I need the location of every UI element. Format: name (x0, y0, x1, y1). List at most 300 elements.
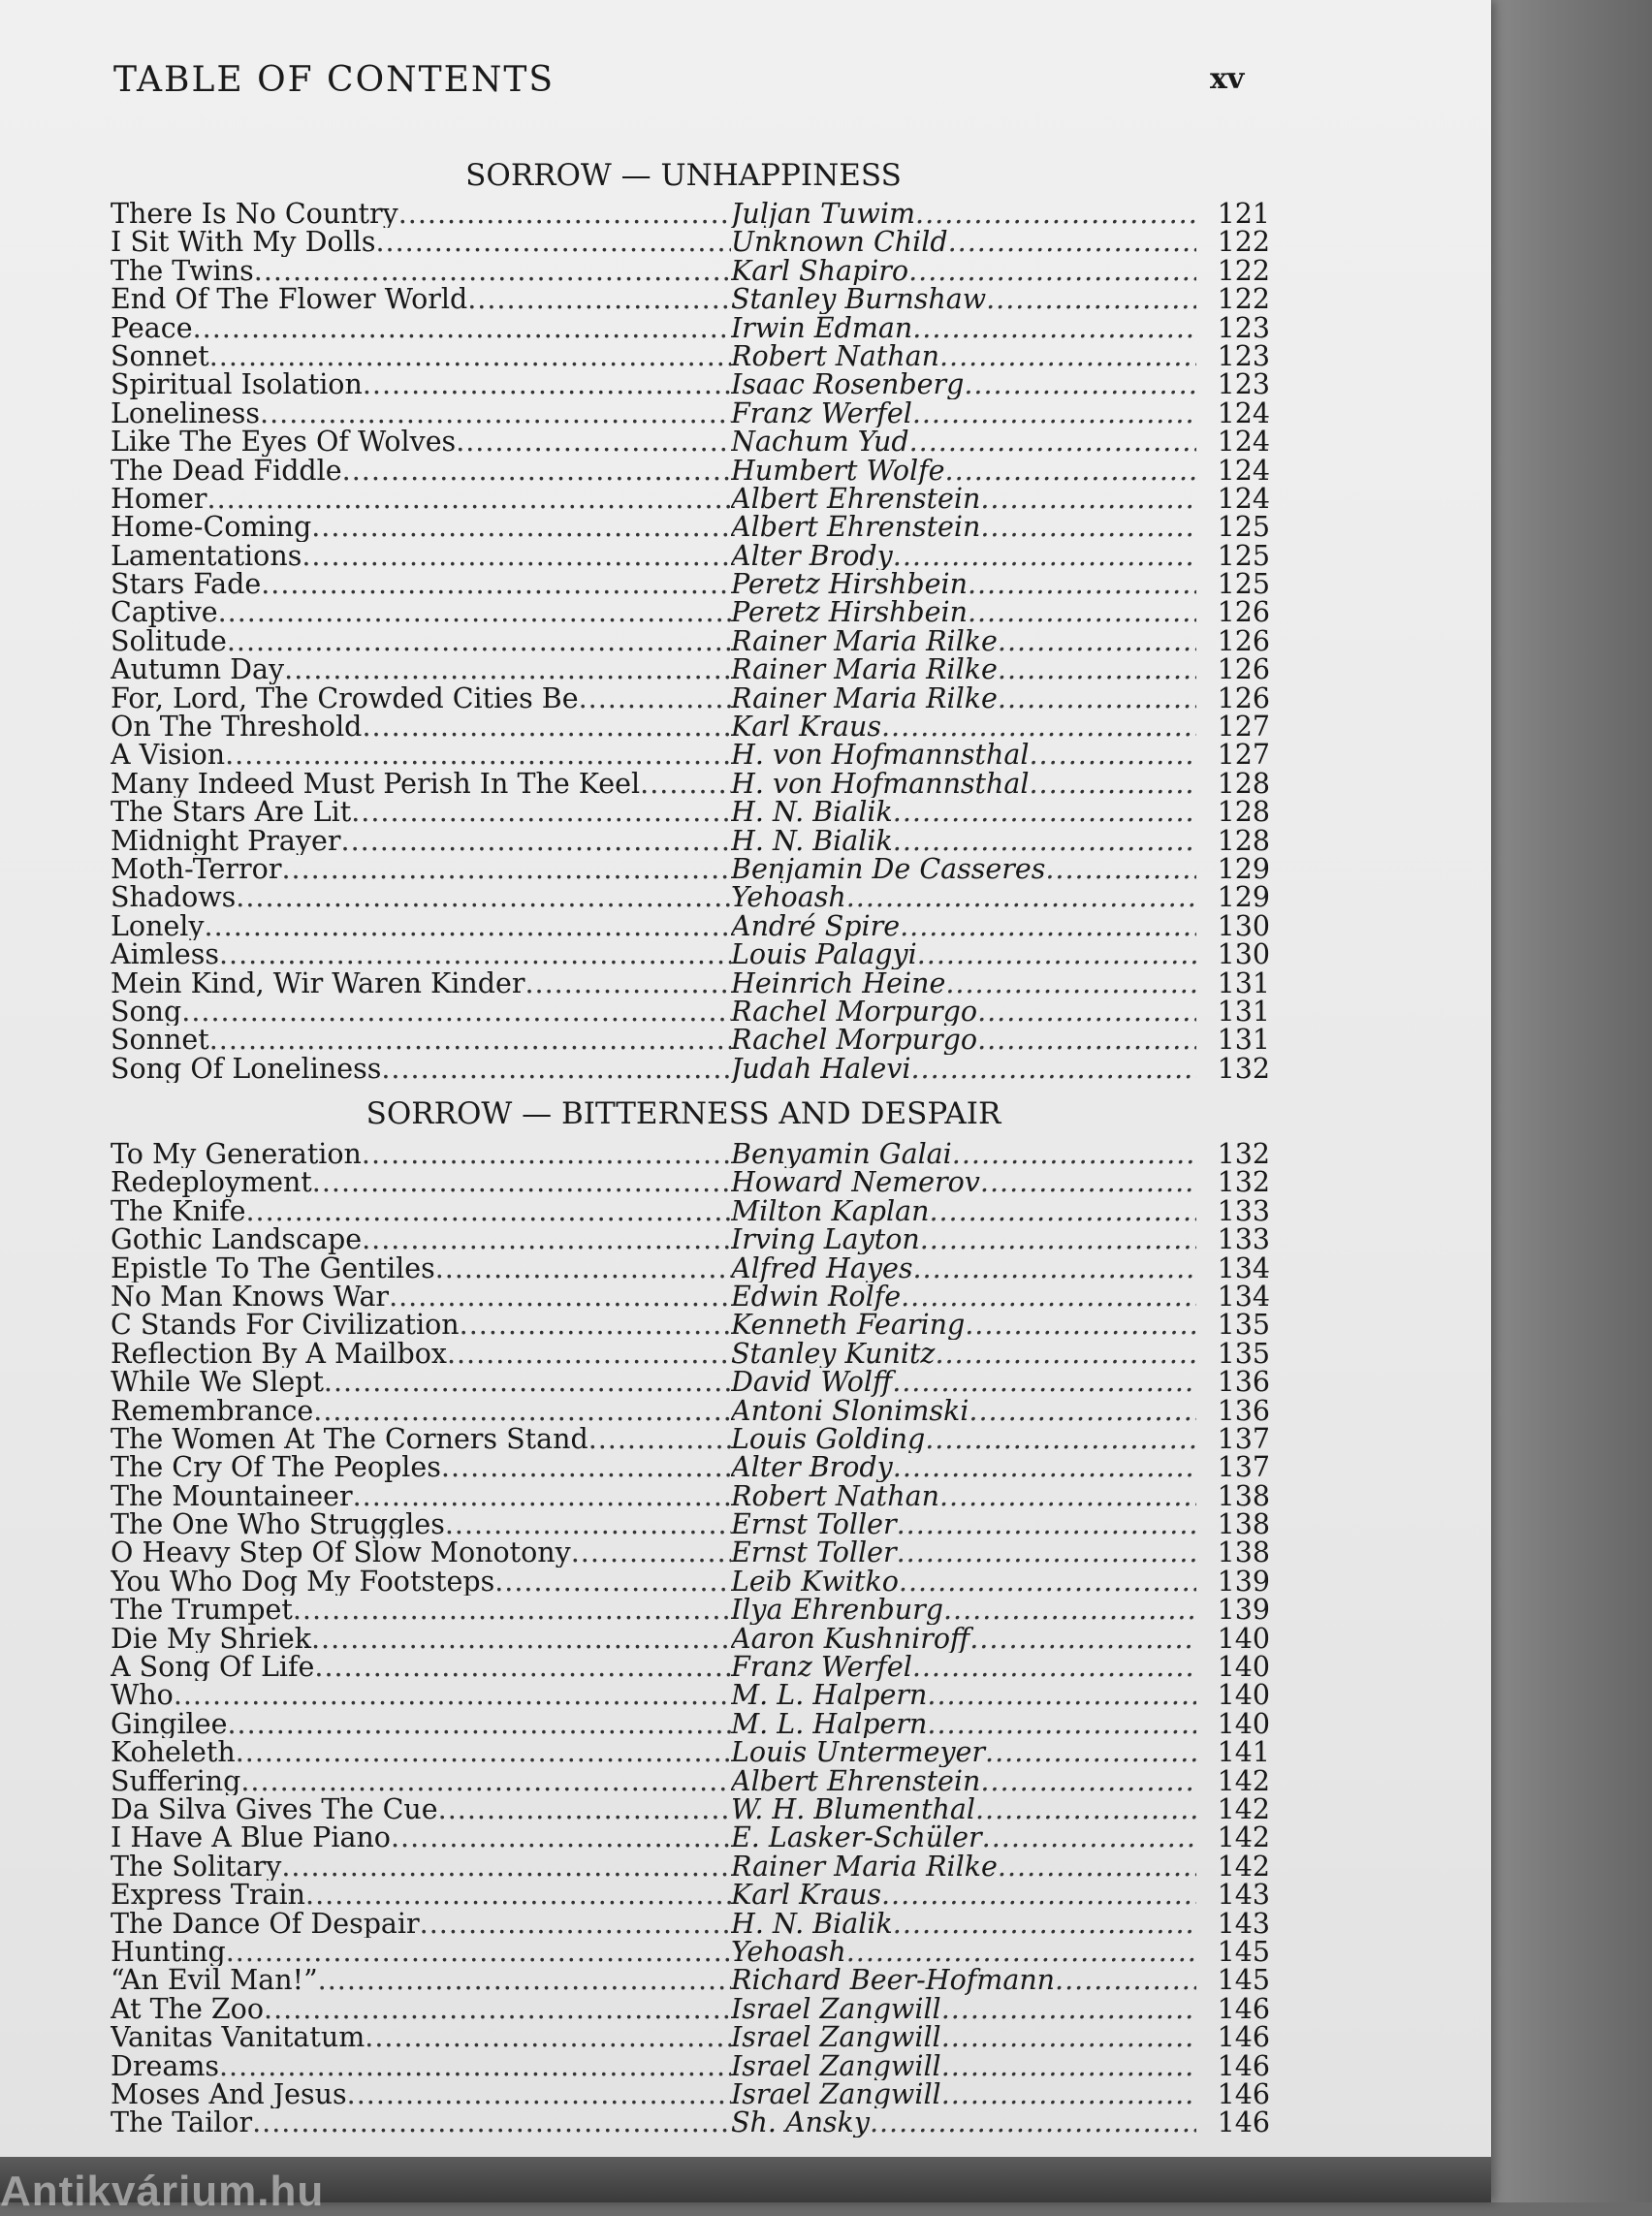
entry-title-cell (111, 1225, 731, 1253)
entry-title: The Women At The Corners Stand (111, 1424, 588, 1454)
toc-entry (111, 1479, 1270, 1512)
entry-title: Home-Coming (111, 513, 312, 542)
entry-title-cell (111, 969, 731, 997)
entry-page: 136 (1217, 1366, 1270, 1399)
entry-author: Stanley Kunitz (731, 1339, 936, 1369)
leader-dots (982, 1823, 1196, 1852)
entry-page: 125 (1217, 539, 1270, 572)
toc-entry (111, 2077, 1270, 2110)
toc-entry (111, 1651, 1270, 1684)
entry-title-cell (111, 1795, 731, 1823)
entry-title-cell (111, 1910, 731, 1938)
leader-dots (980, 485, 1196, 513)
entry-title: Midnight Prayer (111, 826, 341, 855)
entry-title-cell (111, 399, 731, 427)
entry-author: Aaron Kushniroff (731, 1624, 970, 1654)
toc-list-bitterness (111, 1140, 1270, 2137)
leader-dots (998, 684, 1196, 712)
entry-author-cell (731, 1767, 1196, 1795)
toc-entry (111, 767, 1270, 800)
entry-title: While We Slept (111, 1368, 324, 1397)
entry-title: Epistle To The Gentiles (111, 1253, 435, 1282)
entry-title-cell (111, 1767, 731, 1795)
toc-entry (111, 482, 1270, 515)
entry-title: Sonnet (111, 341, 209, 371)
entry-title-cell (111, 2108, 731, 2137)
leader-dots (218, 598, 731, 626)
leader-dots (362, 712, 731, 741)
toc-entry (111, 1567, 1270, 1596)
entry-author-cell (731, 1340, 1196, 1368)
leader-dots (460, 1311, 731, 1339)
entry-author: Albert Ehrenstein (731, 513, 981, 542)
leader-dots (870, 2108, 1196, 2137)
entry-title: The Cry Of The Peoples (111, 1453, 441, 1482)
entry-page: 131 (1217, 966, 1270, 999)
toc-entry (111, 1140, 1270, 1168)
leader-dots (435, 1254, 731, 1282)
entry-title-cell (111, 827, 731, 855)
entry-author-cell (731, 1140, 1196, 1168)
toc-entry (111, 2021, 1270, 2054)
entry-title: Captive (111, 598, 218, 627)
entry-title: Da Silva Gives The Cue (111, 1794, 438, 1824)
entry-page: 146 (1217, 2077, 1270, 2110)
toc-entry (111, 1792, 1270, 1825)
entry-title-cell (111, 1168, 731, 1196)
entry-author-cell (731, 399, 1196, 427)
entry-author-cell (731, 798, 1196, 826)
entry-page: 130 (1217, 938, 1270, 971)
leader-dots (293, 1596, 731, 1624)
leader-dots (398, 200, 731, 228)
toc-entry (111, 1907, 1270, 1940)
leader-dots (362, 1225, 731, 1253)
leader-dots (881, 712, 1196, 741)
entry-page: 129 (1217, 852, 1270, 885)
entry-title-cell (111, 1311, 731, 1339)
leader-dots (226, 1938, 731, 1966)
entry-title-cell (111, 370, 731, 398)
entry-page: 134 (1217, 1251, 1270, 1284)
entry-author-cell (731, 1538, 1196, 1567)
leader-dots (998, 1852, 1196, 1881)
leader-dots (899, 1567, 1196, 1596)
entry-author: Juljan Tuwim (731, 200, 916, 229)
entry-author: Rainer Maria Rilke (731, 626, 998, 656)
toc-list-unhappiness (111, 200, 1270, 1083)
entry-title-cell (111, 855, 731, 883)
leader-dots (209, 342, 731, 370)
entry-page: 129 (1217, 881, 1270, 914)
leader-dots (525, 969, 732, 997)
leader-dots (302, 542, 731, 570)
entry-author: Howard Nemerov (731, 1168, 980, 1197)
leader-dots (912, 399, 1196, 427)
leader-dots (311, 1625, 731, 1653)
entry-title-cell (111, 1510, 731, 1538)
entry-page: 136 (1217, 1394, 1270, 1427)
entry-author: Israel Zangwill (731, 2023, 941, 2052)
entry-title: Spiritual Isolation (111, 370, 363, 399)
entry-title: Moth-Terror (111, 854, 282, 884)
entry-page: 140 (1217, 1651, 1270, 1684)
entry-author-cell (731, 1596, 1196, 1624)
entry-page: 126 (1217, 596, 1270, 629)
leader-dots (980, 1767, 1196, 1795)
leader-dots (912, 314, 1196, 342)
entry-title: The Dance Of Despair (111, 1909, 420, 1938)
entry-title: Vanitas Vanitatum (111, 2023, 365, 2052)
entry-author: Karl Kraus (731, 1881, 881, 1910)
entry-page: 127 (1217, 711, 1270, 744)
entry-title: The Dead Fiddle (111, 456, 342, 485)
entry-title: You Who Dog My Footsteps (111, 1567, 495, 1597)
entry-author: Alter Brody (731, 1453, 893, 1482)
leader-dots (948, 228, 1196, 256)
entry-author-cell (731, 883, 1196, 911)
toc-entry (111, 1282, 1270, 1311)
entry-page: 126 (1217, 624, 1270, 657)
entry-author: Antoni Slonimski (731, 1396, 969, 1425)
entry-author-cell (731, 741, 1196, 769)
leader-dots (193, 314, 731, 342)
entry-author-cell (731, 1453, 1196, 1481)
toc-entry (111, 909, 1270, 942)
leader-dots (236, 883, 731, 911)
entry-author-cell (731, 2108, 1196, 2137)
entry-author: Richard Beer-Hofmann (731, 1966, 1056, 1995)
leader-dots (893, 542, 1196, 570)
entry-title: Like The Eyes Of Wolves (111, 427, 457, 457)
entry-page: 123 (1217, 368, 1270, 401)
leader-dots (897, 1510, 1196, 1538)
toc-entry (111, 596, 1270, 629)
leader-dots (980, 513, 1196, 541)
leader-dots (881, 1881, 1196, 1909)
entry-author-cell (731, 542, 1196, 570)
entry-title-cell (111, 1710, 731, 1738)
entry-title: No Man Knows War (111, 1282, 390, 1312)
leader-dots (341, 827, 731, 855)
toc-entry (111, 997, 1270, 1026)
leader-dots (351, 798, 731, 826)
entry-author-cell (731, 684, 1196, 712)
entry-title: Homer (111, 484, 207, 514)
toc-entry (111, 1451, 1270, 1484)
toc-entry (111, 454, 1270, 487)
entry-title-cell (111, 1254, 731, 1282)
leader-dots (1029, 741, 1196, 769)
page-title: TABLE OF CONTENTS (113, 60, 556, 100)
entry-author: Leib Kwitko (731, 1567, 899, 1597)
leader-dots (227, 627, 731, 655)
entry-title: Lamentations (111, 541, 302, 571)
leader-dots (264, 1995, 731, 2023)
toc-entry (111, 681, 1270, 714)
leader-dots (365, 2023, 731, 2051)
entry-author-cell (731, 598, 1196, 626)
entry-page: 138 (1217, 1536, 1270, 1569)
entry-title: Sonnet (111, 1026, 209, 1055)
entry-author: H. N. Bialik (731, 826, 893, 855)
entry-page: 134 (1217, 1280, 1270, 1313)
entry-title: Lonely (111, 911, 205, 941)
entry-title: “An Evil Man!” (111, 1966, 318, 1995)
entry-author: Heinrich Heine (731, 968, 946, 997)
entry-author-cell (731, 940, 1196, 968)
entry-author-cell (731, 457, 1196, 485)
entry-page: 146 (1217, 2049, 1270, 2082)
leader-dots (260, 399, 731, 427)
entry-title-cell (111, 627, 731, 655)
entry-author-cell (731, 655, 1196, 683)
entry-title: A Song Of Life (111, 1653, 315, 1682)
toc-entry (111, 1309, 1270, 1342)
entry-author-cell (731, 1823, 1196, 1852)
leader-dots (893, 1910, 1196, 1938)
leader-dots (174, 1681, 731, 1709)
entry-author: H. von Hofmannsthal (731, 769, 1030, 799)
entry-author: Benyamin Galai (731, 1140, 952, 1169)
leader-dots (219, 940, 731, 968)
entry-author-cell (731, 314, 1196, 342)
toc-entry (111, 1707, 1270, 1740)
entry-title: Autumn Day (111, 655, 285, 684)
entry-author-cell (731, 1710, 1196, 1738)
leader-dots (968, 570, 1196, 598)
entry-title: A Vision (111, 741, 226, 770)
leader-dots (318, 1966, 731, 1994)
leader-dots (588, 1425, 731, 1453)
entry-title-cell (111, 542, 731, 570)
leader-dots (939, 342, 1196, 370)
entry-page: 130 (1217, 909, 1270, 942)
leader-dots (929, 1197, 1196, 1225)
section-heading-bitterness: SORROW — BITTERNESS AND DESPAIR (365, 1096, 1001, 1131)
leader-dots (998, 627, 1196, 655)
entry-page: 139 (1217, 1594, 1270, 1627)
leader-dots (441, 1453, 731, 1481)
entry-author-cell (731, 2080, 1196, 2108)
leader-dots (977, 1026, 1196, 1054)
entry-title-cell (111, 1881, 731, 1909)
leader-dots (227, 1710, 731, 1738)
entry-author: Alter Brody (731, 541, 893, 571)
leader-dots (254, 257, 731, 285)
entry-title-cell (111, 2052, 731, 2080)
entry-author-cell (731, 997, 1196, 1026)
entry-title: At The Zoo (111, 1994, 265, 2024)
leader-dots (917, 940, 1196, 968)
entry-title-cell (111, 1425, 731, 1453)
leader-dots (252, 2108, 731, 2137)
leader-dots (381, 1055, 731, 1083)
entry-page: 132 (1217, 1138, 1270, 1170)
entry-title-cell (111, 513, 731, 541)
entry-title-cell (111, 741, 731, 769)
entry-author: Albert Ehrenstein (731, 484, 981, 514)
leader-dots (312, 1168, 731, 1196)
entry-title-cell (111, 1938, 731, 1966)
entry-author: Rachel Morpurgo (731, 1026, 978, 1055)
entry-author-cell (731, 513, 1196, 541)
toc-entry (111, 339, 1270, 372)
entry-author: Sh. Ansky (731, 2108, 870, 2137)
toc-entry (111, 1992, 1270, 2025)
entry-title-cell (111, 883, 731, 911)
entry-title-cell (111, 2023, 731, 2051)
entry-author: Israel Zangwill (731, 1994, 941, 2024)
toc-entry (111, 1852, 1270, 1881)
entry-page: 127 (1217, 739, 1270, 772)
entry-title: There Is No Country (111, 200, 398, 229)
entry-author-cell (731, 1168, 1196, 1196)
toc-entry (111, 1337, 1270, 1370)
entry-title: On The Threshold (111, 712, 363, 742)
leader-dots (908, 257, 1196, 285)
entry-author-cell (731, 1567, 1196, 1596)
entry-page: 128 (1217, 796, 1270, 829)
entry-title: I Have A Blue Piano (111, 1823, 391, 1852)
leader-dots (284, 655, 731, 683)
entry-page: 140 (1217, 1679, 1270, 1712)
leader-dots (900, 912, 1196, 940)
entry-author: Stanley Burnshaw (731, 285, 987, 314)
entry-author-cell (731, 200, 1196, 228)
entry-page: 140 (1217, 1622, 1270, 1655)
entry-author: Israel Zangwill (731, 2079, 941, 2109)
entry-title: Hunting (111, 1937, 226, 1967)
toc-entry (111, 881, 1270, 914)
entry-author-cell (731, 855, 1196, 883)
entry-title-cell (111, 940, 731, 968)
entry-page: 131 (1217, 1024, 1270, 1057)
entry-title: Dreams (111, 2051, 219, 2080)
entry-author-cell (731, 969, 1196, 997)
toc-entry (111, 1823, 1270, 1852)
entry-author: Unknown Child (731, 228, 948, 257)
entry-page: 125 (1217, 511, 1270, 544)
entry-author-cell (731, 342, 1196, 370)
leader-dots (571, 1538, 731, 1567)
leader-dots (901, 1282, 1196, 1311)
toc-entry (111, 1879, 1270, 1912)
entry-author-cell (731, 1397, 1196, 1425)
entry-title-cell (111, 598, 731, 626)
leader-dots (347, 2080, 731, 2108)
entry-author: Israel Zangwill (731, 2051, 941, 2080)
entry-title-cell (111, 1567, 731, 1596)
entry-author-cell (731, 2023, 1196, 2051)
toc-entry (111, 368, 1270, 401)
toc-entry (111, 1194, 1270, 1227)
entry-author: Louis Golding (731, 1424, 926, 1454)
leader-dots (205, 912, 731, 940)
entry-page: 142 (1217, 1850, 1270, 1883)
toc-entry (111, 739, 1270, 772)
entry-author: H. N. Bialik (731, 1909, 893, 1938)
leader-dots (1029, 770, 1196, 798)
entry-page: 123 (1217, 339, 1270, 372)
entry-author: Yehoash (731, 1937, 846, 1967)
entry-title: The Mountaineer (111, 1481, 353, 1511)
entry-page: 135 (1217, 1309, 1270, 1342)
entry-page: 143 (1217, 1907, 1270, 1940)
entry-title-cell (111, 1368, 731, 1396)
entry-title-cell (111, 1197, 731, 1225)
entry-page: 124 (1217, 454, 1270, 487)
entry-title-cell (111, 1055, 731, 1083)
entry-page: 143 (1217, 1879, 1270, 1912)
leader-dots (998, 655, 1196, 683)
entry-author-cell (731, 1254, 1196, 1282)
leader-dots (927, 1710, 1196, 1738)
entry-author-cell (731, 1510, 1196, 1538)
leader-dots (245, 1197, 731, 1225)
toc-entry (111, 396, 1270, 429)
leader-dots (910, 1055, 1196, 1083)
entry-author-cell (731, 1625, 1196, 1653)
entry-author-cell (731, 2052, 1196, 2080)
entry-author: Nachum Yud (731, 427, 909, 457)
entry-author: Yehoash (731, 883, 846, 912)
entry-page: 126 (1217, 681, 1270, 714)
entry-title-cell (111, 1966, 731, 1994)
entry-author-cell (731, 1681, 1196, 1709)
leader-dots (281, 855, 731, 883)
leader-dots (640, 770, 731, 798)
page-number: xv (1210, 62, 1245, 96)
toc-entry (111, 200, 1270, 228)
leader-dots (909, 427, 1196, 456)
entry-author: Rainer Maria Rilke (731, 655, 998, 684)
entry-author-cell (731, 912, 1196, 940)
entry-author: Robert Nathan (731, 1481, 939, 1511)
entry-author-cell (731, 1995, 1196, 2023)
background-surface (1483, 0, 1652, 2202)
entry-author-cell (731, 827, 1196, 855)
entry-page: 128 (1217, 767, 1270, 800)
entry-author: H. N. Bialik (731, 798, 893, 827)
entry-title: To My Generation (111, 1140, 362, 1169)
entry-page: 121 (1217, 198, 1270, 230)
entry-title: Aimless (111, 940, 219, 969)
leader-dots (314, 1653, 731, 1681)
toc-entry (111, 1964, 1270, 1997)
leader-dots (941, 1995, 1196, 2023)
leader-dots (579, 684, 731, 712)
entry-title-cell (111, 285, 731, 313)
entry-title: For, Lord, The Crowded Cities Be (111, 683, 579, 713)
entry-author-cell (731, 1881, 1196, 1909)
leader-dots (980, 1168, 1196, 1196)
leader-dots (281, 1852, 731, 1881)
entry-title: Solitude (111, 626, 227, 656)
entry-author: Karl Shapiro (731, 256, 909, 286)
entry-author: Franz Werfel (731, 1653, 912, 1682)
entry-author-cell (731, 1225, 1196, 1253)
toc-entry (111, 796, 1270, 829)
entry-author-cell (731, 1738, 1196, 1766)
leader-dots (363, 370, 731, 398)
leader-dots (945, 969, 1196, 997)
toc-entry (111, 568, 1270, 601)
toc-entry (111, 1394, 1270, 1427)
entry-page: 131 (1217, 995, 1270, 1028)
toc-entry (111, 311, 1270, 344)
leader-dots (342, 457, 731, 485)
